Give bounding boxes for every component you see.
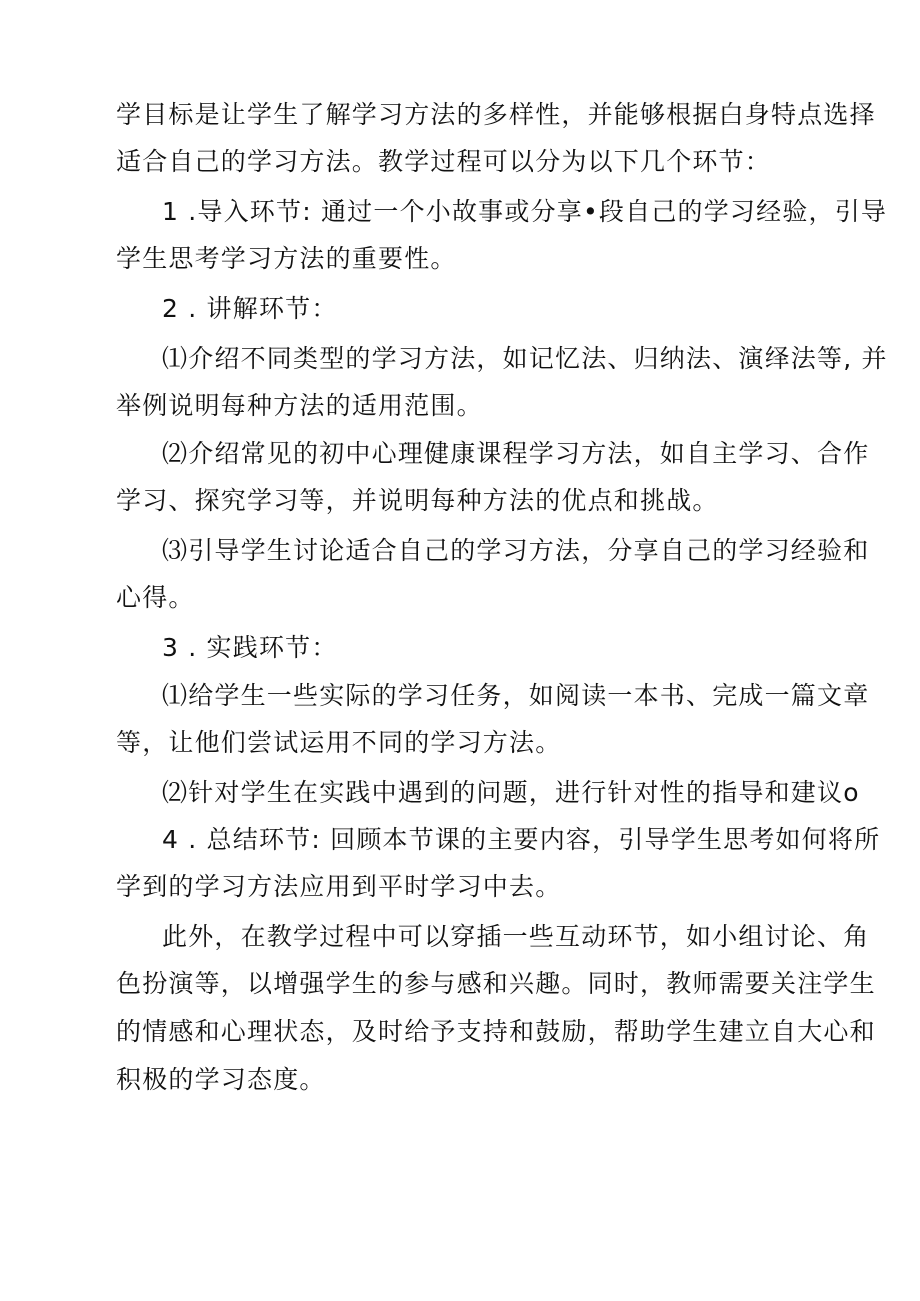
list-item-2-heading: 2 . 讲解环节： (162, 294, 338, 323)
body-line: 适合自己的学习方法。教学过程可以分为以下几个环节： (116, 147, 772, 176)
sub-item-line: ⑵介绍常见的初中心理健康课程学习方法，如自主学习、合作 (162, 439, 870, 468)
paragraph-line: 色扮演等，以增强学生的参与感和兴趣。同时，教师需要关注学生 (116, 969, 876, 998)
sub-item-line: 等，让他们尝试运用不同的学习方法。 (116, 728, 562, 757)
list-item-4-line: 学到的学习方法应用到平时学习中去。 (116, 872, 562, 901)
sub-item-line: 心得。 (116, 583, 195, 612)
sub-item-line: ⑴给学生一些实际的学习任务，如阅读一本书、完成一篇文章 (162, 681, 870, 710)
sub-item-line: 学习、探究学习等，并说明每种方法的优点和挑战。 (116, 486, 719, 515)
list-item-4-line: 4 . 总结环节: 回顾本节课的主要内容，引导学生思考如何将所 (162, 825, 881, 854)
sub-item-line: ⑴介绍不同类型的学习方法，如记忆法、归纳法、演绎法等, 并 (162, 344, 888, 373)
sub-item-line: ⑶引导学生讨论适合自己的学习方法，分享自己的学习经验和 (162, 536, 870, 565)
paragraph-line: 积极的学习态度。 (116, 1065, 326, 1094)
paragraph-line: 此外，在教学过程中可以穿插一些互动环节，如小组讨论、角 (162, 922, 870, 951)
sub-item-line: ⑵针对学生在实践中遇到的问题，进行针对性的指导和建议o (162, 778, 860, 807)
list-item-3-heading: 3 . 实践环节： (162, 633, 338, 662)
body-line: 学目标是让学生了解学习方法的多样性，并能够根据白身特点选择 (116, 100, 876, 129)
paragraph-line: 的情感和心理状态，及时给予支持和鼓励，帮助学生建立自大心和 (116, 1017, 876, 1046)
list-item-1-line: 学生思考学习方法的重要性。 (116, 244, 457, 273)
list-item-1-line: 1 .导入环节: 通过一个小故事或分享•段自己的学习经验，引导 (162, 197, 888, 226)
sub-item-line: 举例说明每种方法的适用范围。 (116, 391, 483, 420)
